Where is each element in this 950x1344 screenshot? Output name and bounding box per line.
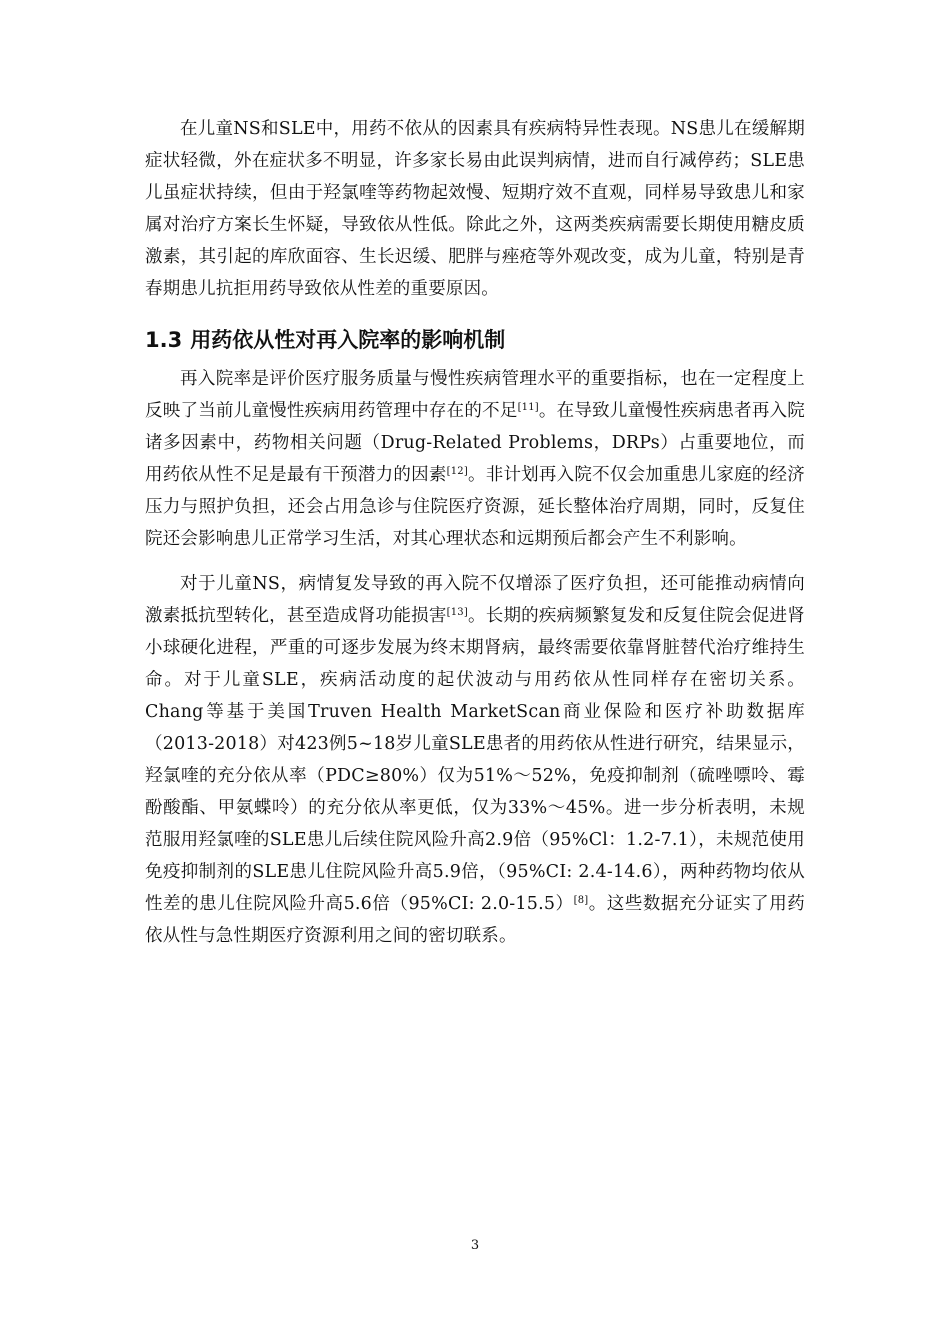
- citation: [11]: [517, 402, 539, 413]
- paragraph-ns-sle-readmission: [145, 568, 805, 952]
- document-body: [145, 113, 805, 952]
- section-title: 用药依从性对再入院率的影响机制: [190, 328, 506, 352]
- citation: [12]: [446, 466, 468, 477]
- page-number: 3: [470, 1238, 480, 1253]
- paragraph-text: 对于儿童NS，病情复发导致的再入院不仅增添了医疗负担，还可能推动病情向激素抵抗型转化，甚至造成肾功能损害: [145, 574, 805, 626]
- citation: [13]: [446, 607, 468, 618]
- paragraph-text: 在儿童NS和SLE中，用药不依从的因素具有疾病特异性表现。NS患儿在缓解期症状轻微，外在症状多不明显，许多家长易由此误判病情，进而自行减停药；SLE患儿虽症状持续，但由于羟氯喹等药物起效慢、短期疗效不直观，同样易导致患儿和家属对治疗方案长生怀疑，导致依从性低。除此之外，这两类疾病需要长期使用糖皮质激素，其引起的库欣面容、生长迟缓、肥胖与痤疮等外观改变，成为儿童，特别是青春期患儿抗拒用药导致依从性差的重要原因。: [145, 119, 805, 299]
- section-heading: [145, 323, 805, 357]
- paragraph-text: 。这些数据充分证实了用药依从性与急性期医疗资源利用之间的密切联系。: [145, 894, 805, 946]
- paragraph-nonadherence-factors: [145, 113, 805, 305]
- paragraph-text: 。在导致儿童慢性疾病患者再入院诸多因素中，药物相关问题（Drug-Related Problems，DRPs）占重要地位，而用药依从性不足是最有干预潜力的因素: [145, 401, 806, 485]
- paragraph-readmission-rate: [145, 363, 805, 555]
- citation: [8]: [573, 895, 589, 906]
- section-number: 1.3: [145, 328, 183, 352]
- paragraph-text: 。长期的疾病频繁复发和反复住院会促进肾小球硬化进程，严重的可逐步发展为终末期肾病，最终需要依靠肾脏替代治疗维持生命。对于儿童SLE，疾病活动度的起伏波动与用药依从性同样存在密切关系。Chang等基于美国Truven Health MarketScan商业保险和医疗补助数据库（2013-2018）对423例5~18岁儿童SLE患者的用药依从性进行研究，结果显示，羟氯喹的充分依从率（PDC≥80%）仅为51%～52%，免疫抑制剂（硫唑嘌呤、霉酚酸酯、甲氨蝶呤）的充分依从率更低，仅为33%～45%。进一步分析表明，未规范服用羟氯喹的SLE患儿后续住院风险升高2.9倍（95%Cl：1.2-7.1），未规范使用免疫抑制剂的SLE患儿住院风险升高5.9倍，（95%CI: 2.4-14.6），两种药物均依从性差的患儿住院风险升高5.6倍（95%CI: 2.0-15.5）: [145, 606, 805, 914]
- paragraph-text: 。非计划再入院不仅会加重患儿家庭的经济压力与照护负担，还会占用急诊与住院医疗资源，延长整体治疗周期，同时，反复住院还会影响患儿正常学习生活，对其心理状态和远期预后都会产生不利影响。: [145, 465, 805, 549]
- paragraph-text: 再入院率是评价医疗服务质量与慢性疾病管理水平的重要指标，也在一定程度上反映了当前儿童慢性疾病用药管理中存在的不足: [145, 369, 805, 421]
